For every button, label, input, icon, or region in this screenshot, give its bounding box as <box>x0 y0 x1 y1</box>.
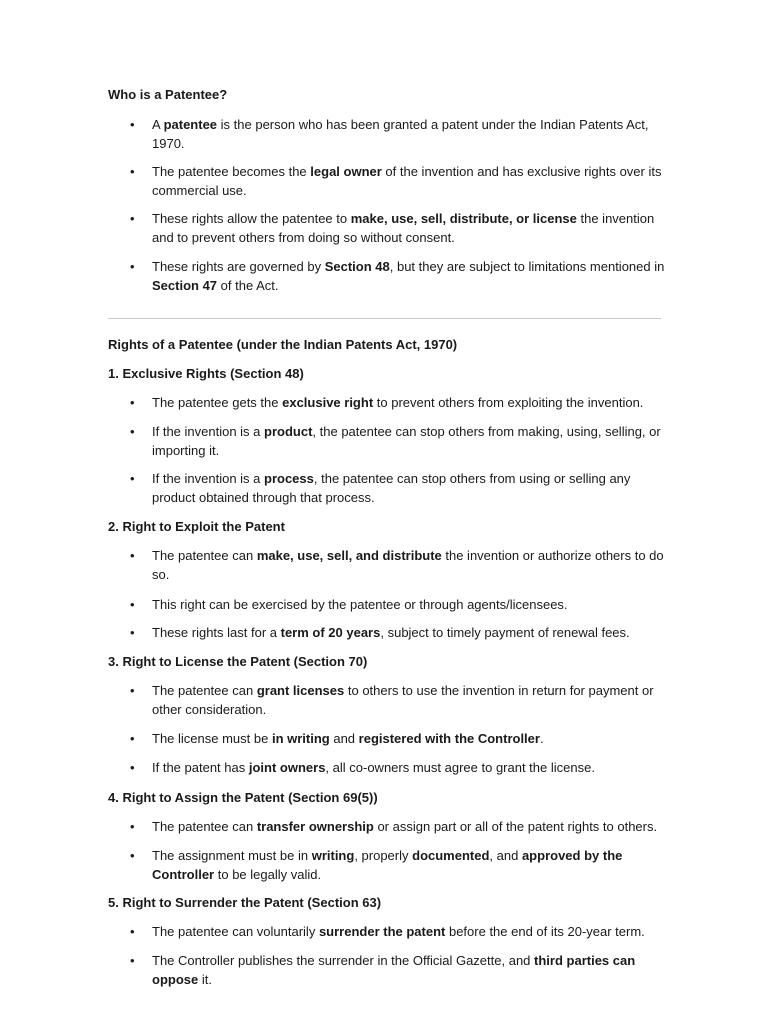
bold-text: make, use, sell, and distribute <box>256 548 442 563</box>
list-item: • A patentee is the person who has been granted a patent under the Indian Patents Act, 1970. <box>108 115 672 153</box>
list-item: • The assignment must be in writing, properly documented, and approved by the Controller to be legally valid. <box>108 846 672 884</box>
bold-text: third parties can oppose <box>152 953 636 987</box>
list-item: • This right can be exercised by the patentee or through agents/licensees. <box>108 595 672 614</box>
list-item: • The patentee gets the exclusive right to prevent others from exploiting the invention. <box>108 393 672 412</box>
bold-text: exclusive right <box>282 395 374 410</box>
section-divider <box>108 318 661 319</box>
bold-text: make, use, sell, distribute, or license <box>350 211 577 226</box>
bold-text: grant licenses <box>256 683 345 698</box>
bold-text: Section 47 <box>152 278 218 293</box>
list-item: • If the invention is a product, the patentee can stop others from making, using, selling, or importing it. <box>108 422 672 460</box>
bold-text: writing <box>311 848 355 863</box>
list-item: • The patentee can grant licenses to others to use the invention in return for payment or other consideration. <box>108 681 672 719</box>
section-heading: 3. Right to License the Patent (Section 70) <box>108 654 368 669</box>
list-item: • If the patent has joint owners, all co-owners must agree to grant the license. <box>108 758 672 777</box>
list-item: • The license must be in writing and registered with the Controller. <box>108 729 672 748</box>
section-heading: 2. Right to Exploit the Patent <box>108 519 285 534</box>
list-item: • The Controller publishes the surrender in the Official Gazette, and third parties can oppose it. <box>108 951 672 989</box>
section-heading: 1. Exclusive Rights (Section 48) <box>108 366 304 381</box>
section-heading: 5. Right to Surrender the Patent (Section 63) <box>108 895 382 910</box>
list-item: • The patentee becomes the legal owner of the invention and has exclusive rights over its commercial use. <box>108 162 672 200</box>
rights-heading: Rights of a Patentee (under the Indian Patents Act, 1970) <box>108 337 458 352</box>
bold-text: registered with the Controller <box>358 731 540 746</box>
list-item: • These rights last for a term of 20 years, subject to timely payment of renewal fees. <box>108 623 672 642</box>
bold-text: in writing <box>271 731 330 746</box>
list-item: • The patentee can make, use, sell, and distribute the invention or authorize others to do so. <box>108 546 672 584</box>
section-heading: 4. Right to Assign the Patent (Section 69(5)) <box>108 790 378 805</box>
bold-text: documented <box>412 848 490 863</box>
bold-text: surrender the patent <box>318 924 446 939</box>
list-item: • The patentee can transfer ownership or assign part or all of the patent rights to others. <box>108 817 672 836</box>
list-item: • If the invention is a process, the patentee can stop others from using or selling any product obtained through that process. <box>108 469 672 507</box>
list-item: • These rights are governed by Section 48, but they are subject to limitations mentioned in Section 47 of the Act. <box>108 257 672 295</box>
bold-text: legal owner <box>310 164 382 179</box>
bold-text: approved by the Controller <box>152 848 623 882</box>
bold-text: Section 48 <box>324 259 390 274</box>
bold-text: patentee <box>163 117 218 132</box>
bold-text: term of 20 years <box>280 625 381 640</box>
bold-text: process <box>264 471 314 486</box>
bold-text: transfer ownership <box>256 819 374 834</box>
intro-heading: Who is a Patentee? <box>108 87 228 102</box>
bold-text: product <box>264 424 313 439</box>
list-item: • The patentee can voluntarily surrender the patent before the end of its 20-year term. <box>108 922 672 941</box>
bold-text: joint owners <box>248 760 326 775</box>
list-item: • These rights allow the patentee to make, use, sell, distribute, or license the invention and to prevent others from doing so without consent. <box>108 209 672 247</box>
